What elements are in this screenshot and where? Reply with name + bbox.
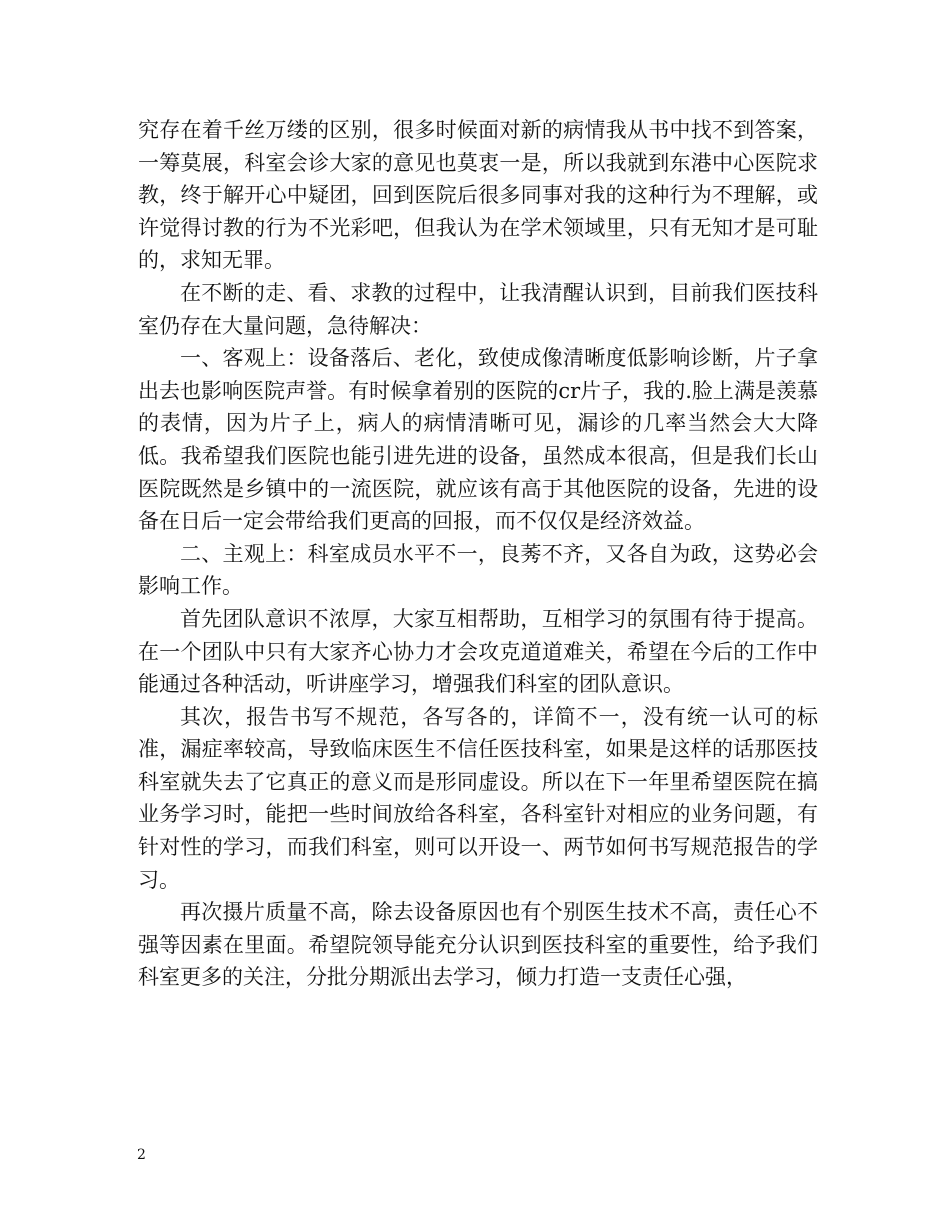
paragraph-report-writing: 其次，报告书写不规范，各写各的，详简不一，没有统一认可的标准，漏症率较高，导致临床医生不信任医技科室，如果是这样的话那医技科室就失去了它真正的意义而是形同虚设。所以在下一年里希望医院在搞业务学习时，能把一些时间放给各科室，各科室针对相应的业务问题，有针对性的学习，而我们科室，则可以开设一、两节如何书写规范报告的学习。 — [138, 704, 818, 892]
paragraph-problems-intro: 在不断的走、看、求教的过程中，让我清醒认识到，目前我们医技科室仍存在大量问题，急待解决： — [138, 280, 818, 338]
page-number: 2 — [137, 1147, 146, 1163]
paragraph-team-awareness: 首先团队意识不浓厚，大家互相帮助，互相学习的氛围有待于提高。在一个团队中只有大家齐心协力才会攻克道道难关，希望在今后的工作中能通过各种活动，听讲座学习，增强我们科室的团队意识。 — [138, 606, 818, 697]
paragraph-subjective-issues: 二、主观上：科室成员水平不一，良莠不齐，又各自为政，这势必会影响工作。 — [138, 541, 818, 599]
document-body — [138, 114, 818, 994]
paragraph-continuation: 究存在着千丝万缕的区别，很多时候面对新的病情我从书中找不到答案，一筹莫展，科室会诊大家的意见也莫衷一是，所以我就到东港中心医院求教，终于解开心中疑团，回到医院后很多同事对我的这种行为不理解，或许觉得讨教的行为不光彩吧，但我认为在学术领域里，只有无知才是可耻的，求知无罪。 — [138, 118, 818, 273]
paragraph-film-quality: 再次摄片质量不高，除去设备原因也有个别医生技术不高，责任心不强等因素在里面。希望院领导能充分认识到医技科室的重要性，给予我们科室更多的关注，分批分期派出去学习，倾力打造一支责任心强， — [138, 900, 818, 990]
paragraph-objective-issues: 一、客观上：设备落后、老化，致使成像清晰度低影响诊断，片子拿出去也影响医院声誉。有时候拿着别的医院的cr片子，我的.脸上满是羡慕的表情，因为片子上，病人的病情清晰可见，漏诊的几率当然会大大降低。我希望我们医院也能引进先进的设备，虽然成本很高，但是我们长山医院既然是乡镇中的一流医院，就应该有高于其他医院的设备，先进的设备在日后一定会带给我们更高的回报，而不仅仅是经济效益。 — [138, 346, 818, 534]
